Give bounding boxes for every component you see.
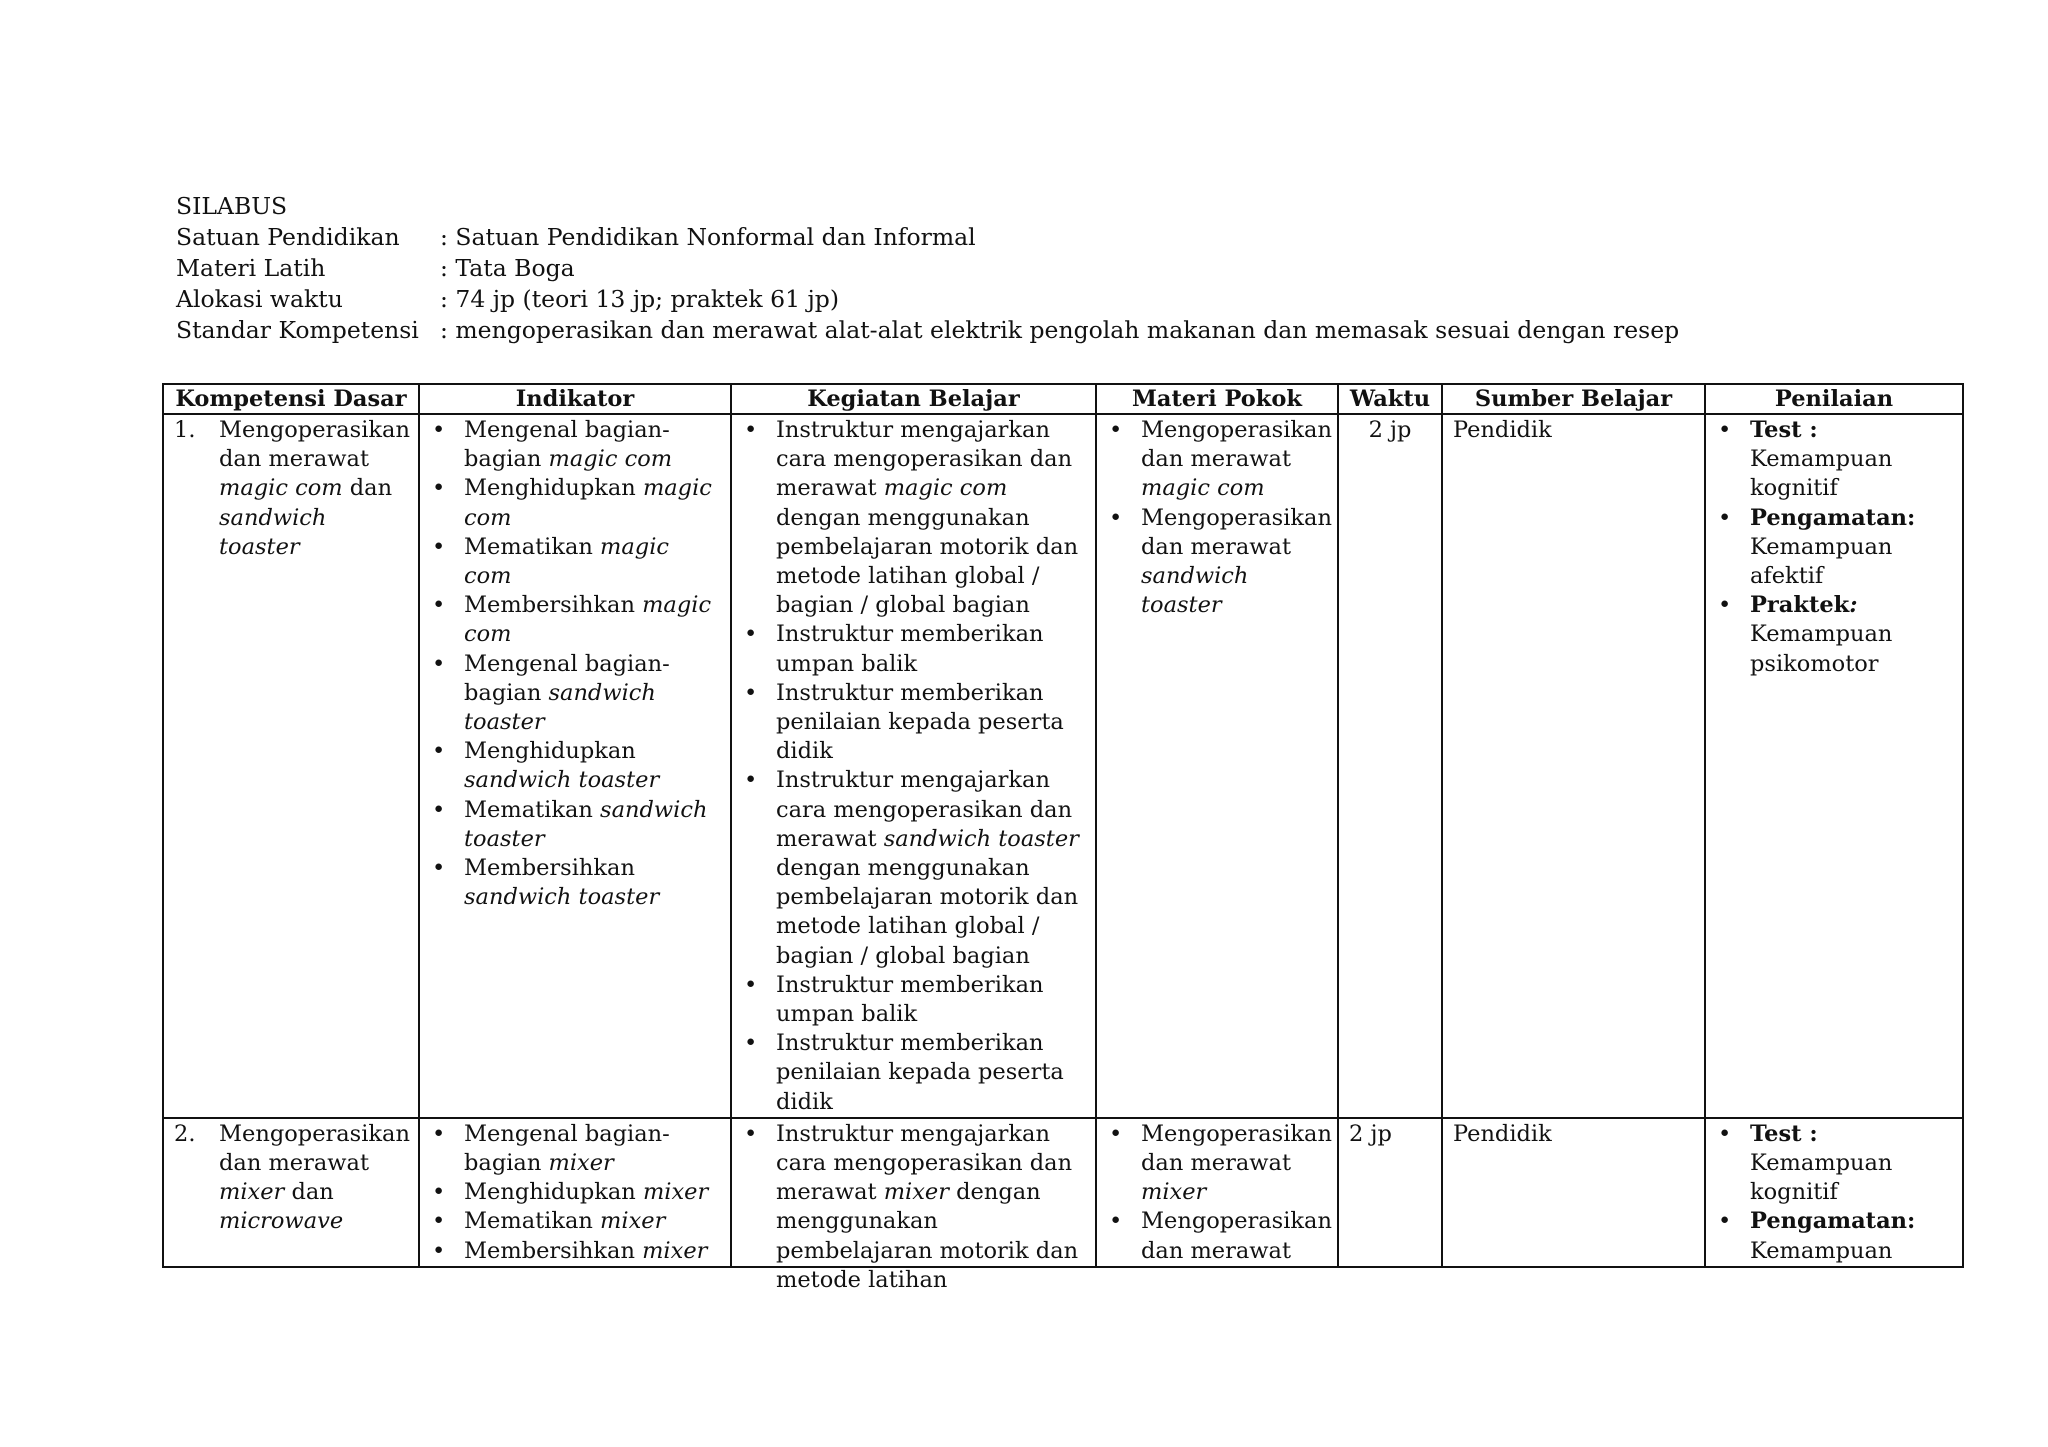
row-number: 1. [174,417,196,443]
list-item: • Mengenal bagian-bagian magic com [430,416,720,474]
table-row [163,1118,1963,1267]
list-item: • Mematikan mixer [430,1207,720,1236]
header-row-alokasi-waktu [176,284,1679,315]
header-label: Satuan Pendidikan [176,223,400,251]
cell-kompetensi-dasar [163,414,419,1118]
list-item: • Instruktur mengajarkan cara mengoperasikan dan merawat mixer dengan menggunakan pembelajaran motorik dan metode latihan [742,1120,1085,1295]
cell-indikator [419,1118,731,1267]
list-item: • Mengoperasikan dan merawat sandwich toaster [1107,504,1327,621]
list-item: • Test : Kemampuan kognitif [1716,416,1952,504]
header-row-materi-latih [176,253,1679,284]
column-header-kompetensi-dasar: Kompetensi Dasar [163,384,419,414]
list-item: • Instruktur memberikan penilaian kepada peserta didik [742,679,1085,767]
header-label: Materi Latih [176,254,326,282]
list-item: • Mengenal bagian-bagian sandwich toaster [430,650,720,738]
list-item: • Instruktur memberikan penilaian kepada peserta didik [742,1029,1085,1117]
list-item: • Instruktur memberikan umpan balik [742,971,1085,1029]
list-item: • Praktek: Kemampuan psikomotor [1716,591,1952,679]
column-header-indikator: Indikator [419,384,731,414]
table-row [163,414,1963,1118]
cell-sumber-belajar: Pendidik [1442,414,1705,1118]
list-item: • Mengenal bagian-bagian mixer [430,1120,720,1178]
materi-list [1107,416,1332,620]
list-item: • Pengamatan: Kemampuan [1716,1207,1952,1265]
header-row-satuan-pendidikan [176,222,1679,253]
header-value: : 74 jp (teori 13 jp; praktek 61 jp) [440,285,839,313]
column-header-waktu: Waktu [1338,384,1442,414]
kompetensi-text: Mengoperasikan dan merawat magic com dan sandwich toaster [219,417,410,560]
indikator-list [430,416,720,912]
list-item: • Mematikan magic com [430,533,720,591]
header-value: : Satuan Pendidikan Nonformal dan Informal [440,223,976,251]
column-header-materi-pokok: Materi Pokok [1096,384,1338,414]
list-item: • Membersihkan sandwich toaster [430,854,720,912]
column-header-sumber-belajar: Sumber Belajar [1442,384,1705,414]
cell-kompetensi-dasar [163,1118,419,1267]
list-item: • Menghidupkan mixer [430,1178,720,1207]
kegiatan-list [742,416,1085,1117]
list-item: • Pengamatan: Kemampuan afektif [1716,504,1952,592]
header-label: Alokasi waktu [176,285,343,313]
cell-kegiatan-belajar [731,414,1096,1118]
column-header-kegiatan-belajar: Kegiatan Belajar [731,384,1096,414]
column-header-penilaian: Penilaian [1705,384,1963,414]
list-item: • Instruktur mengajarkan cara mengoperasikan dan merawat magic com dengan menggunakan pembelajaran motorik dan metode latihan global / bagian / global bagian [742,416,1085,620]
cell-sumber-belajar: Pendidik [1442,1118,1705,1267]
syllabus-table [162,383,1964,1293]
cell-waktu: 2 jp [1338,414,1442,1118]
header-value: : mengoperasikan dan merawat alat-alat elektrik pengolah makanan dan memasak sesuai dengan resep [440,316,1680,344]
kegiatan-list [742,1120,1085,1295]
indikator-list [430,1120,720,1266]
penilaian-list [1716,416,1952,679]
list-item: • Test : Kemampuan kognitif [1716,1120,1952,1208]
list-item: • Mengoperasikan dan merawat [1107,1207,1327,1265]
cell-indikator [419,414,731,1118]
materi-list [1107,1120,1332,1266]
cell-kegiatan-belajar [731,1118,1096,1293]
list-item: • Membersihkan magic com [430,591,720,649]
cell-penilaian [1705,1118,1963,1267]
cell-waktu: 2 jp [1338,1118,1442,1267]
penilaian-list [1716,1120,1952,1266]
list-item: • Menghidupkan magic com [430,474,720,532]
header-value: : Tata Boga [440,254,575,282]
table-header-row [163,384,1963,414]
list-item: • Mematikan sandwich toaster [430,796,720,854]
list-item: • Mengoperasikan dan merawat mixer [1107,1120,1327,1208]
row-number: 2. [174,1120,196,1147]
cell-materi-pokok [1096,1118,1338,1267]
list-item: • Instruktur memberikan umpan balik [742,620,1085,678]
header-row-standar-kompetensi [176,315,1679,346]
list-item: • Mengoperasikan dan merawat magic com [1107,416,1327,504]
header-label: Standar Kompetensi [176,316,419,344]
document-title: SILABUS [176,192,288,220]
kompetensi-text: Mengoperasikan dan merawat mixer dan microwave [219,1120,410,1235]
cell-materi-pokok [1096,414,1338,1118]
cell-penilaian [1705,414,1963,1118]
list-item: • Instruktur mengajarkan cara mengoperasikan dan merawat sandwich toaster dengan menggunakan pembelajaran motorik dan metode latihan global / bagian / global bagian [742,766,1085,970]
list-item: • Membersihkan mixer [430,1237,720,1266]
syllabus-header [176,191,1679,346]
list-item: • Menghidupkan sandwich toaster [430,737,720,795]
